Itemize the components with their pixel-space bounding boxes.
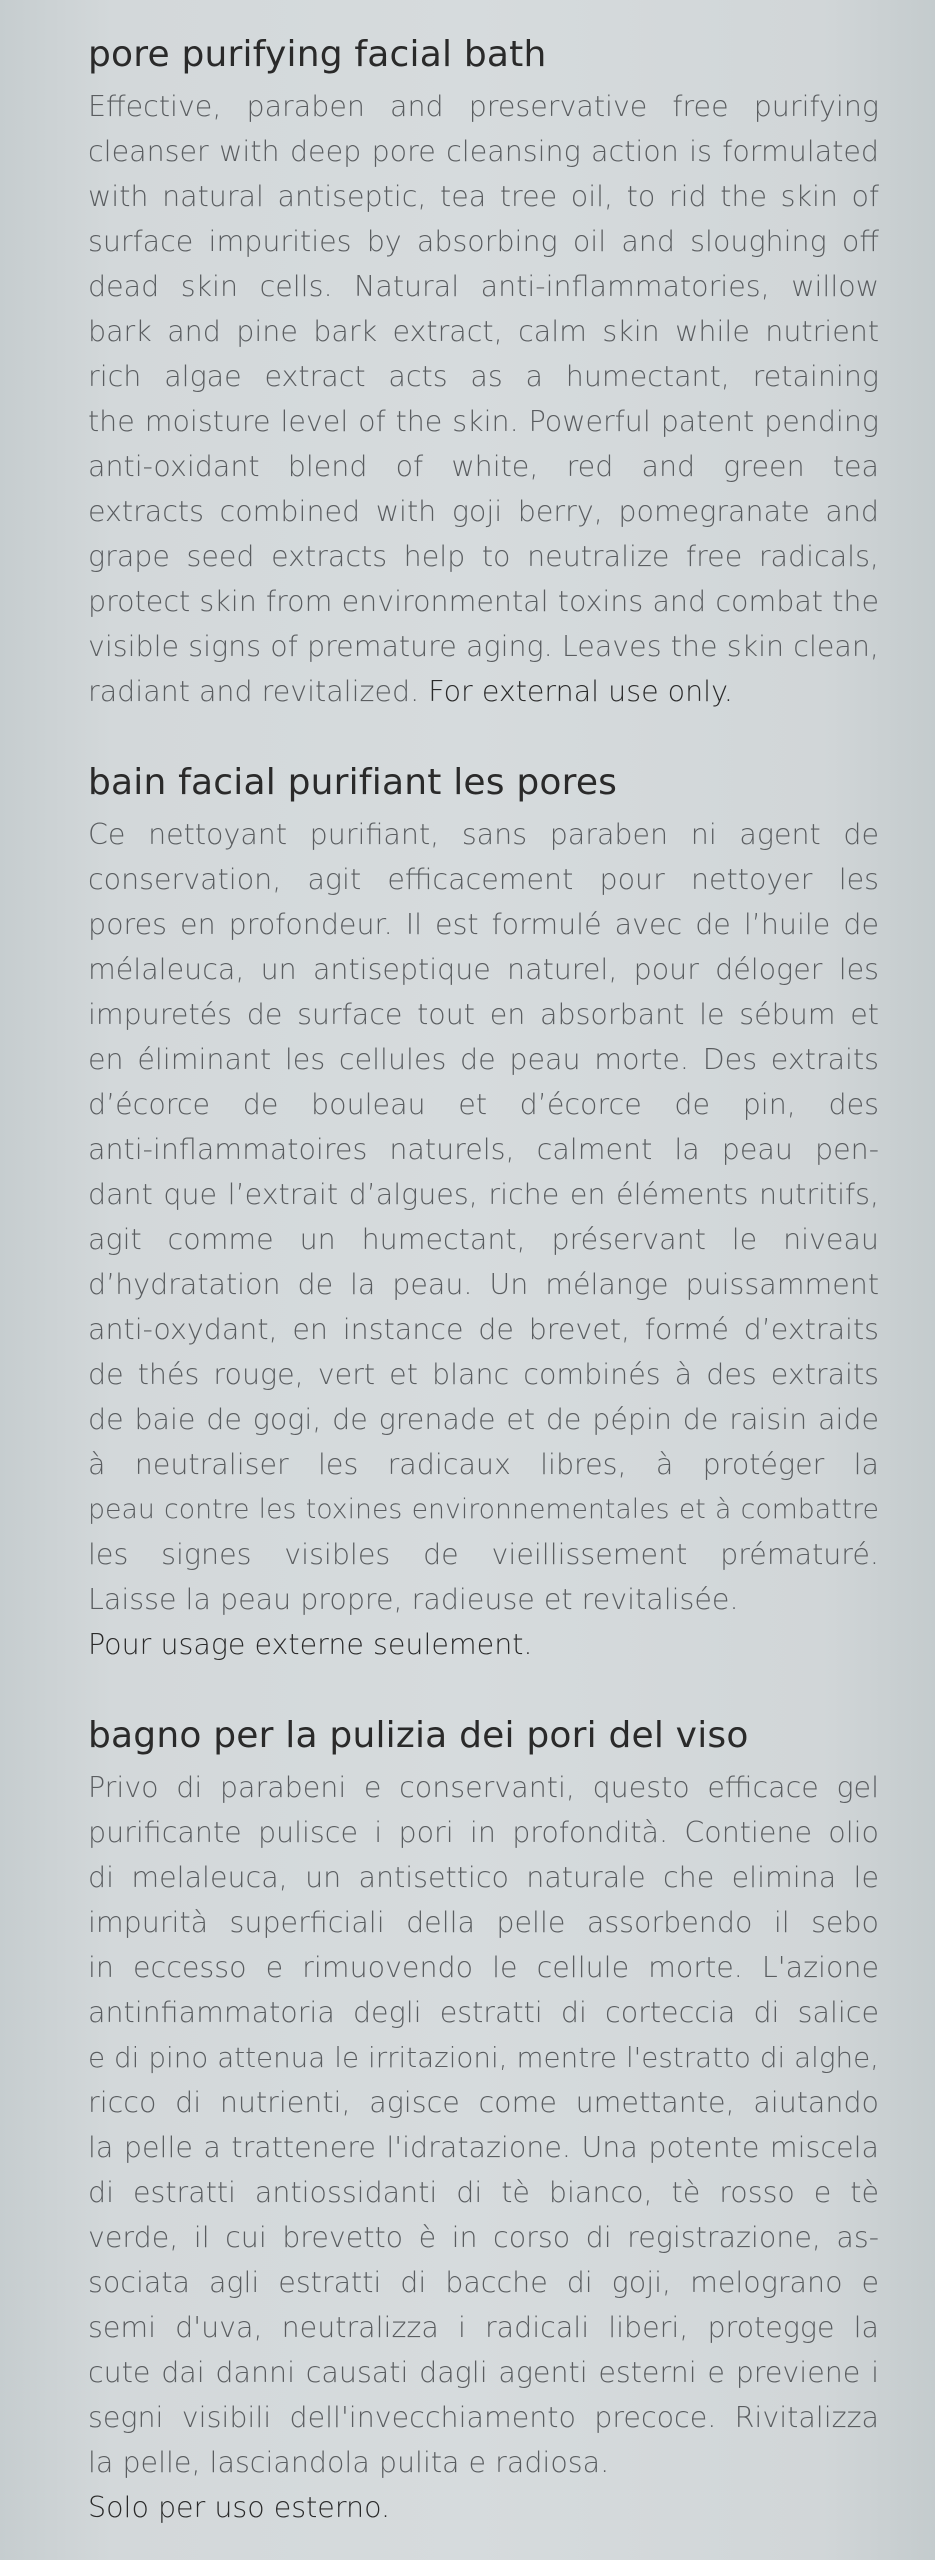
body-line: d’écorce de bouleau et d’écorce de pin, des xyxy=(88,1088,879,1121)
body-line: di estratti antiossidanti di tè bianco, tè rosso e tè xyxy=(88,2176,879,2209)
body-line: les signes visibles de vieillissement prématuré. xyxy=(88,1538,879,1571)
section-italian xyxy=(88,1711,879,2530)
body-line: mélaleuca, un antiseptique naturel, pour déloger les xyxy=(88,953,879,986)
body-line: segni visibili dell'invecchiamento precoce. Rivitalizza xyxy=(88,2401,879,2434)
body-line: Effective, paraben and preservative free purifying xyxy=(88,90,879,123)
body-line: verde, il cui brevetto è in corso di registrazione, as- xyxy=(88,2221,879,2254)
body-line: antinfiammatoria degli estratti di corteccia di salice xyxy=(88,1996,879,2029)
body-line: impuretés de surface tout en absorbant le sébum et xyxy=(88,998,879,1031)
body-line: agit comme un humectant, préservant le niveau xyxy=(88,1223,879,1256)
body-line: la pelle a trattenere l'idratazione. Una potente miscela xyxy=(88,2131,879,2164)
body-line: the moisture level of the skin. Powerful patent pending xyxy=(88,405,879,438)
body-line: anti-inflammatoires naturels, calment la peau pen- xyxy=(88,1133,879,1166)
body-line: with natural antiseptic, tea tree oil, to rid the skin of xyxy=(88,180,879,213)
body-last-line: Laisse la peau propre, radieuse et revitalisée. xyxy=(88,1583,739,1616)
body-line: anti-oxidant blend of white, red and green tea xyxy=(88,450,879,483)
section-heading: bain facial purifiant les pores xyxy=(88,762,618,803)
body-line: in eccesso e rimuovendo le cellule morte. L'azione xyxy=(88,1951,879,1984)
body-last-line xyxy=(88,669,879,714)
external-use-notice: Pour usage externe seulement. xyxy=(88,1628,533,1661)
body-line: Ce nettoyant purifiant, sans paraben ni agent de xyxy=(88,818,879,851)
body-line: rich algae extract acts as a humectant, retaining xyxy=(88,360,879,393)
body-line: surface impurities by absorbing oil and sloughing off xyxy=(88,225,879,258)
body-line: purificante pulisce i pori in profondità. Contiene olio xyxy=(88,1816,879,1849)
section-heading: bagno per la pulizia dei pori del viso xyxy=(88,1715,749,1756)
body-line: d’hydratation de la peau. Un mélange puissamment xyxy=(88,1268,879,1301)
external-use-notice: For external use only. xyxy=(428,675,733,708)
section-heading: pore purifying facial bath xyxy=(88,34,547,75)
body-line: di melaleuca, un antisettico naturale che elimina le xyxy=(88,1861,879,1894)
section-body xyxy=(88,1765,879,2530)
body-line: cute dai danni causati dagli agenti esterni e previene i xyxy=(88,2356,879,2389)
body-line: dead skin cells. Natural anti-inflammatories, willow xyxy=(88,270,879,303)
body-line: cleanser with deep pore cleansing action is formulated xyxy=(88,135,879,168)
body-line: Privo di parabeni e conservanti, questo efficace gel xyxy=(88,1771,879,1804)
body-line: visible signs of premature aging. Leaves the skin clean, xyxy=(88,630,879,663)
body-line: semi d'uva, neutralizza i radicali liberi, protegge la xyxy=(88,2311,879,2344)
body-line: protect skin from environmental toxins and combat the xyxy=(88,585,879,618)
body-line: ricco di nutrienti, agisce come umettante, aiutando xyxy=(88,2086,879,2119)
body-line: bark and pine bark extract, calm skin while nutrient xyxy=(88,315,879,348)
body-line: grape seed extracts help to neutralize free radicals, xyxy=(88,540,879,573)
body-line: dant que l’extrait d’algues, riche en éléments nutritifs, xyxy=(88,1178,879,1211)
body-line: sociata agli estratti di bacche di goji, melograno e xyxy=(88,2266,879,2299)
body-line: de baie de gogi, de grenade et de pépin de raisin aide xyxy=(88,1403,879,1436)
body-line: impurità superficiali della pelle assorbendo il sebo xyxy=(88,1906,879,1939)
section-body xyxy=(88,812,879,1667)
body-line: e di pino attenua le irritazioni, mentre l'estratto di alghe, xyxy=(88,2041,879,2074)
section-french xyxy=(88,758,879,1667)
body-line: extracts combined with goji berry, pomegranate and xyxy=(88,495,879,528)
body-line: à neutraliser les radicaux libres, à protéger la xyxy=(88,1448,879,1481)
body-last-line-text: radiant and revitalized. xyxy=(88,675,420,708)
external-use-notice: Solo per uso esterno. xyxy=(88,2491,391,2524)
body-line: de thés rouge, vert et blanc combinés à des extraits xyxy=(88,1358,879,1391)
section-english xyxy=(88,30,879,714)
section-body xyxy=(88,84,879,714)
body-line: en éliminant les cellules de peau morte. Des extraits xyxy=(88,1043,879,1076)
body-last-line: la pelle, lasciandola pulita e radiosa. xyxy=(88,2446,610,2479)
body-line: conservation, agit efficacement pour nettoyer les xyxy=(88,863,879,896)
body-line: anti-oxydant, en instance de brevet, formé d’extraits xyxy=(88,1313,879,1346)
body-line: peau contre les toxines environnementales et à combattre xyxy=(88,1494,879,1525)
body-line: pores en profondeur. Il est formulé avec de l’huile de xyxy=(88,908,879,941)
